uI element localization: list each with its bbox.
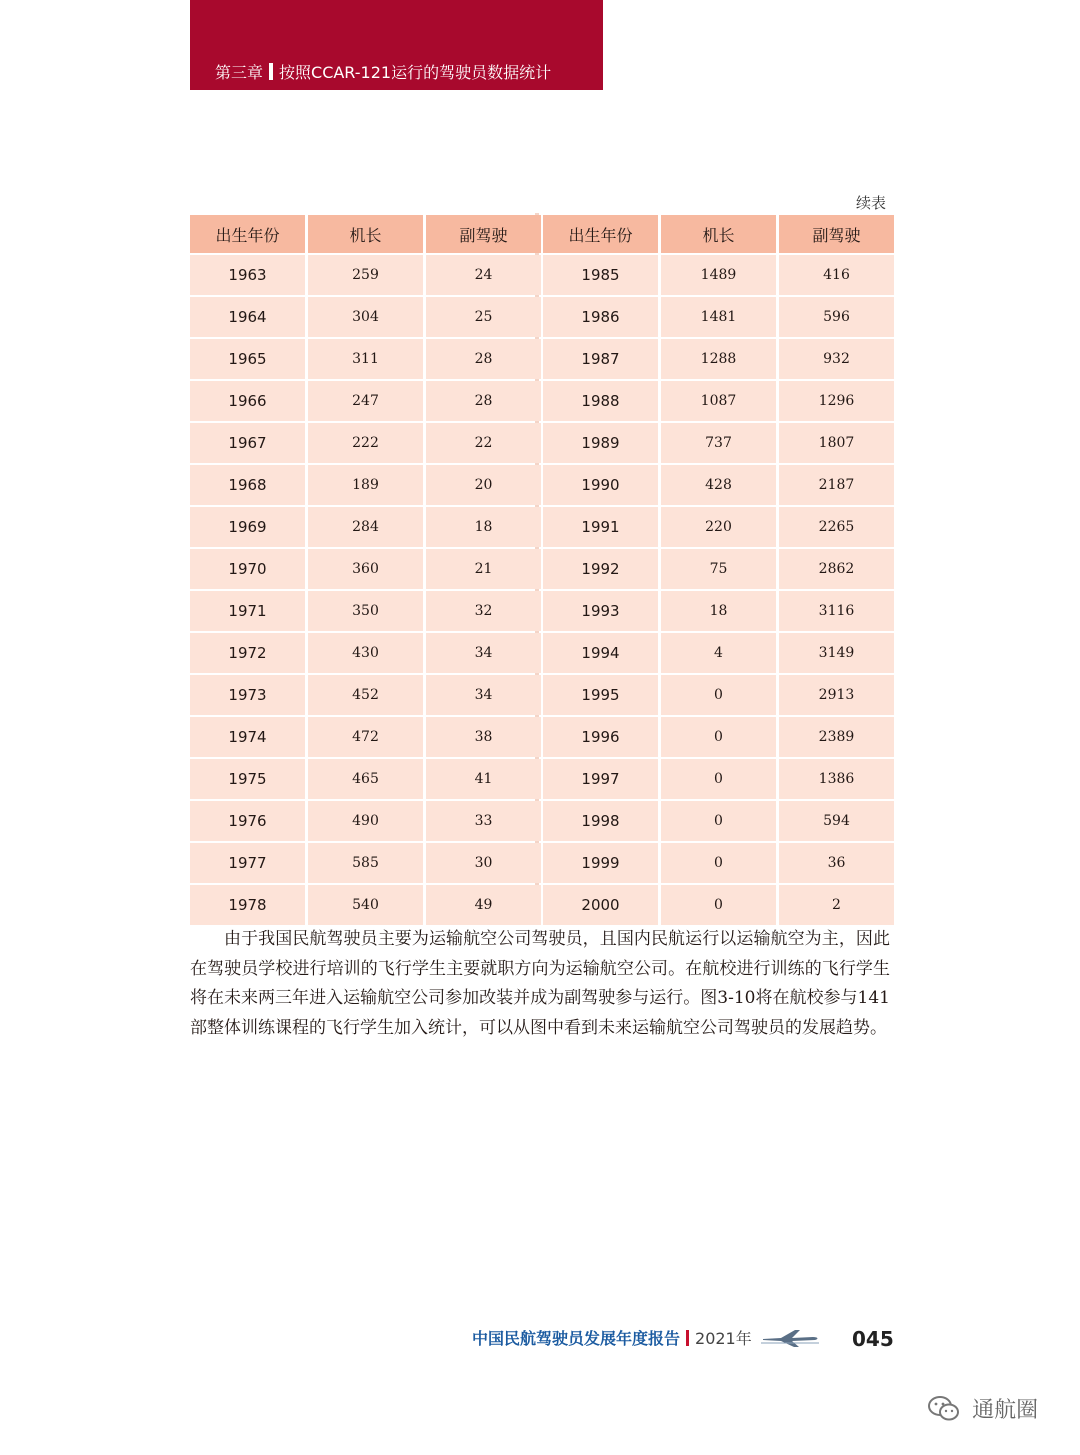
cell-captain-count: 4 [661,633,776,673]
cell-birth-year: 1990 [543,465,658,505]
data-table-left [187,213,544,927]
column-header-first-officer: 副驾驶 [426,215,541,253]
table-row [543,549,894,589]
wechat-watermark [927,1393,1038,1424]
cell-first-officer-count: 2 [779,885,894,925]
cell-first-officer-count: 28 [426,381,541,421]
table-row [190,759,541,799]
cell-birth-year: 1988 [543,381,658,421]
table-row [543,633,894,673]
cell-birth-year: 1977 [190,843,305,883]
cell-first-officer-count: 932 [779,339,894,379]
table-row [190,549,541,589]
table-row [543,339,894,379]
cell-first-officer-count: 34 [426,675,541,715]
cell-birth-year: 1998 [543,801,658,841]
cell-birth-year: 1969 [190,507,305,547]
table-row [543,465,894,505]
table-row [190,843,541,883]
table-row [543,801,894,841]
table-row [190,885,541,925]
cell-captain-count: 0 [661,801,776,841]
cell-birth-year: 1970 [190,549,305,589]
cell-captain-count: 311 [308,339,423,379]
cell-captain-count: 585 [308,843,423,883]
chapter-header [215,60,551,83]
table-row [190,465,541,505]
cell-first-officer-count: 32 [426,591,541,631]
column-header-first-officer: 副驾驶 [779,215,894,253]
table-row [190,507,541,547]
cell-birth-year: 1992 [543,549,658,589]
cell-captain-count: 1481 [661,297,776,337]
chapter-title: 按照CCAR-121运行的驾驶员数据统计 [279,63,552,82]
table-row [543,843,894,883]
table-row [543,255,894,295]
column-header-birth-year: 出生年份 [543,215,658,253]
table-row [190,255,541,295]
cell-captain-count: 0 [661,843,776,883]
chapter-number: 第三章 [215,63,264,82]
table-row [543,507,894,547]
wechat-icon [927,1395,961,1423]
cell-birth-year: 1997 [543,759,658,799]
cell-first-officer-count: 25 [426,297,541,337]
cell-first-officer-count: 38 [426,717,541,757]
cell-captain-count: 452 [308,675,423,715]
cell-first-officer-count: 2265 [779,507,894,547]
cell-first-officer-count: 24 [426,255,541,295]
cell-birth-year: 1989 [543,423,658,463]
cell-captain-count: 0 [661,759,776,799]
cell-birth-year: 1999 [543,843,658,883]
cell-first-officer-count: 28 [426,339,541,379]
cell-birth-year: 1976 [190,801,305,841]
table-row [190,297,541,337]
table-row [190,675,541,715]
cell-birth-year: 1978 [190,885,305,925]
cell-birth-year: 1972 [190,633,305,673]
table-row [190,591,541,631]
cell-captain-count: 430 [308,633,423,673]
cell-birth-year: 1975 [190,759,305,799]
cell-captain-count: 0 [661,675,776,715]
cell-captain-count: 472 [308,717,423,757]
cell-first-officer-count: 20 [426,465,541,505]
cell-first-officer-count: 33 [426,801,541,841]
table-row [543,717,894,757]
table-body-right [543,255,894,925]
cell-birth-year: 1993 [543,591,658,631]
cell-captain-count: 284 [308,507,423,547]
cell-birth-year: 1986 [543,297,658,337]
table-row [543,675,894,715]
cell-first-officer-count: 22 [426,423,541,463]
cell-first-officer-count: 594 [779,801,894,841]
column-header-birth-year: 出生年份 [190,215,305,253]
cell-birth-year: 1991 [543,507,658,547]
table-header-row [190,215,541,253]
cell-birth-year: 1987 [543,339,658,379]
table-row [543,423,894,463]
cell-captain-count: 540 [308,885,423,925]
cell-birth-year: 1964 [190,297,305,337]
cell-first-officer-count: 2389 [779,717,894,757]
body-paragraph: 由于我国民航驾驶员主要为运输航空公司驾驶员，且国内民航运行以运输航空为主，因此在驾驶员学校进行培训的飞行学生主要就职方向为运输航空公司。在航校进行训练的飞行学生将在未来两三年进入运输航空公司参加改装并成为副驾驶参与运行。图3-10将在航校参与141部整体训练课程的飞行学生加入统计，可以从图中看到未来运输航空公司驾驶员的发展趋势。 [190,929,890,1038]
cell-birth-year: 1963 [190,255,305,295]
cell-captain-count: 428 [661,465,776,505]
column-header-captain: 机长 [661,215,776,253]
cell-first-officer-count: 1807 [779,423,894,463]
cell-captain-count: 247 [308,381,423,421]
table-row [543,297,894,337]
cell-captain-count: 737 [661,423,776,463]
cell-captain-count: 75 [661,549,776,589]
table-row [190,339,541,379]
page-number: 045 [852,1327,894,1351]
cell-captain-count: 304 [308,297,423,337]
table-body-left [190,255,541,925]
cell-captain-count: 222 [308,423,423,463]
header-separator [269,63,273,80]
cell-first-officer-count: 3149 [779,633,894,673]
cell-birth-year: 1966 [190,381,305,421]
cell-birth-year: 1994 [543,633,658,673]
cell-birth-year: 2000 [543,885,658,925]
footer-separator [686,1330,689,1346]
cell-first-officer-count: 416 [779,255,894,295]
cell-captain-count: 1489 [661,255,776,295]
cell-birth-year: 1967 [190,423,305,463]
cell-first-officer-count: 41 [426,759,541,799]
cell-captain-count: 350 [308,591,423,631]
continued-table-label: 续表 [856,194,887,212]
cell-captain-count: 360 [308,549,423,589]
table-header-row [543,215,894,253]
cell-birth-year: 1971 [190,591,305,631]
cell-captain-count: 1288 [661,339,776,379]
cell-birth-year: 1968 [190,465,305,505]
cell-captain-count: 0 [661,717,776,757]
table-row [190,633,541,673]
table-row [543,381,894,421]
report-title: 中国民航驾驶员发展年度报告 [472,1329,681,1348]
cell-first-officer-count: 2913 [779,675,894,715]
cell-first-officer-count: 36 [779,843,894,883]
cell-first-officer-count: 1296 [779,381,894,421]
cell-captain-count: 0 [661,885,776,925]
cell-first-officer-count: 2862 [779,549,894,589]
table-row [543,885,894,925]
airplane-icon [761,1327,821,1349]
table-row [543,759,894,799]
cell-captain-count: 220 [661,507,776,547]
table-row [190,801,541,841]
chapter-banner [190,0,603,90]
cell-birth-year: 1973 [190,675,305,715]
cell-captain-count: 259 [308,255,423,295]
cell-first-officer-count: 49 [426,885,541,925]
table-row [190,717,541,757]
cell-captain-count: 189 [308,465,423,505]
cell-birth-year: 1965 [190,339,305,379]
cell-first-officer-count: 596 [779,297,894,337]
cell-captain-count: 1087 [661,381,776,421]
cell-birth-year: 1995 [543,675,658,715]
cell-captain-count: 18 [661,591,776,631]
cell-birth-year: 1985 [543,255,658,295]
cell-birth-year: 1974 [190,717,305,757]
cell-captain-count: 465 [308,759,423,799]
cell-first-officer-count: 1386 [779,759,894,799]
cell-first-officer-count: 30 [426,843,541,883]
cell-first-officer-count: 34 [426,633,541,673]
watermark-text: 通航圈 [972,1398,1039,1423]
data-table-right [540,213,897,927]
cell-birth-year: 1996 [543,717,658,757]
table-row [190,423,541,463]
cell-first-officer-count: 3116 [779,591,894,631]
cell-first-officer-count: 18 [426,507,541,547]
table-row [543,591,894,631]
cell-first-officer-count: 21 [426,549,541,589]
page-footer [472,1326,821,1358]
cell-first-officer-count: 2187 [779,465,894,505]
report-year: 2021年 [695,1329,752,1348]
table-row [190,381,541,421]
cell-captain-count: 490 [308,801,423,841]
column-header-captain: 机长 [308,215,423,253]
